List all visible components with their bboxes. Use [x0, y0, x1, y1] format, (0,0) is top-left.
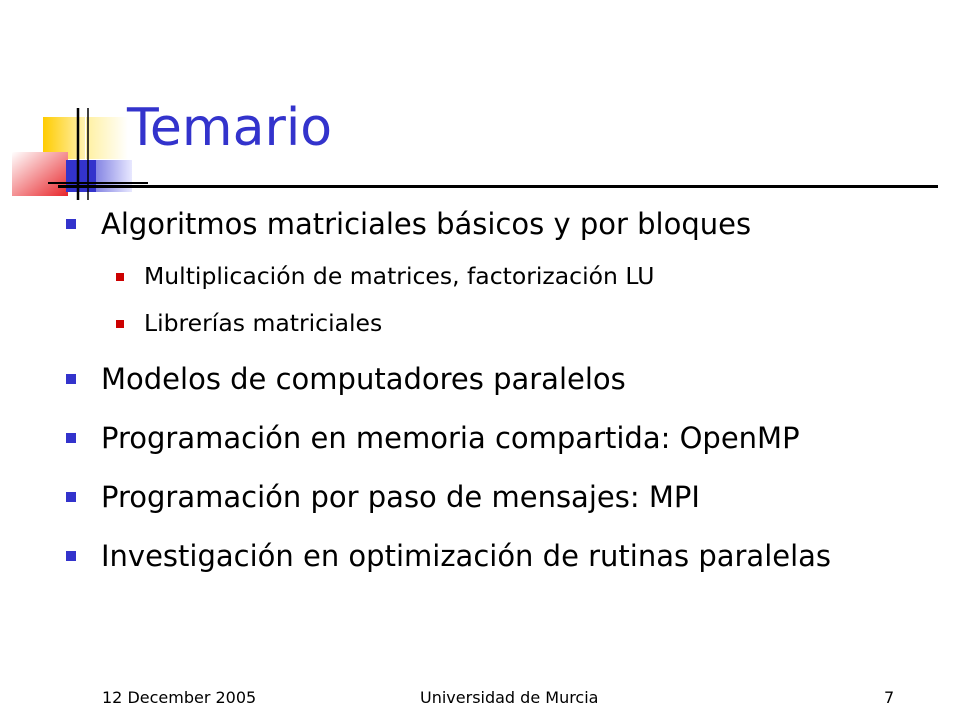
bullet-text: Algoritmos matriciales básicos y por bloques: [101, 207, 752, 241]
sub-bullet-item: [144, 309, 382, 337]
bullet-text: Librerías matriciales: [144, 309, 383, 337]
bullet-item: [101, 480, 700, 514]
bullet-marker-icon: [66, 492, 76, 502]
bullet-marker-icon: [116, 273, 124, 281]
sub-bullet-item: [144, 262, 654, 290]
title-divider: [58, 185, 938, 188]
slide-title: Temario: [127, 98, 333, 158]
bullet-text: Investigación en optimización de rutinas paralelas: [101, 539, 832, 573]
bullet-item: [101, 421, 800, 455]
bullet-item: [101, 362, 626, 396]
footer-date: 12 December 2005: [102, 688, 257, 707]
bullet-item: [101, 539, 831, 573]
bullet-text: Modelos de computadores paralelos: [101, 362, 626, 396]
bullet-marker-icon: [66, 219, 76, 229]
bullet-text: Programación por paso de mensajes: MPI: [101, 480, 700, 514]
bullet-marker-icon: [66, 374, 76, 384]
footer-institution: Universidad de Murcia: [420, 688, 599, 707]
bullet-text: Multiplicación de matrices, factorización LU: [144, 262, 655, 290]
bullet-item: [101, 207, 751, 241]
footer-page-number: 7: [884, 688, 895, 707]
bullet-marker-icon: [66, 433, 76, 443]
bullet-marker-icon: [66, 551, 76, 561]
bullet-text: Programación en memoria compartida: OpenMP: [101, 421, 800, 455]
bullet-marker-icon: [116, 320, 124, 328]
